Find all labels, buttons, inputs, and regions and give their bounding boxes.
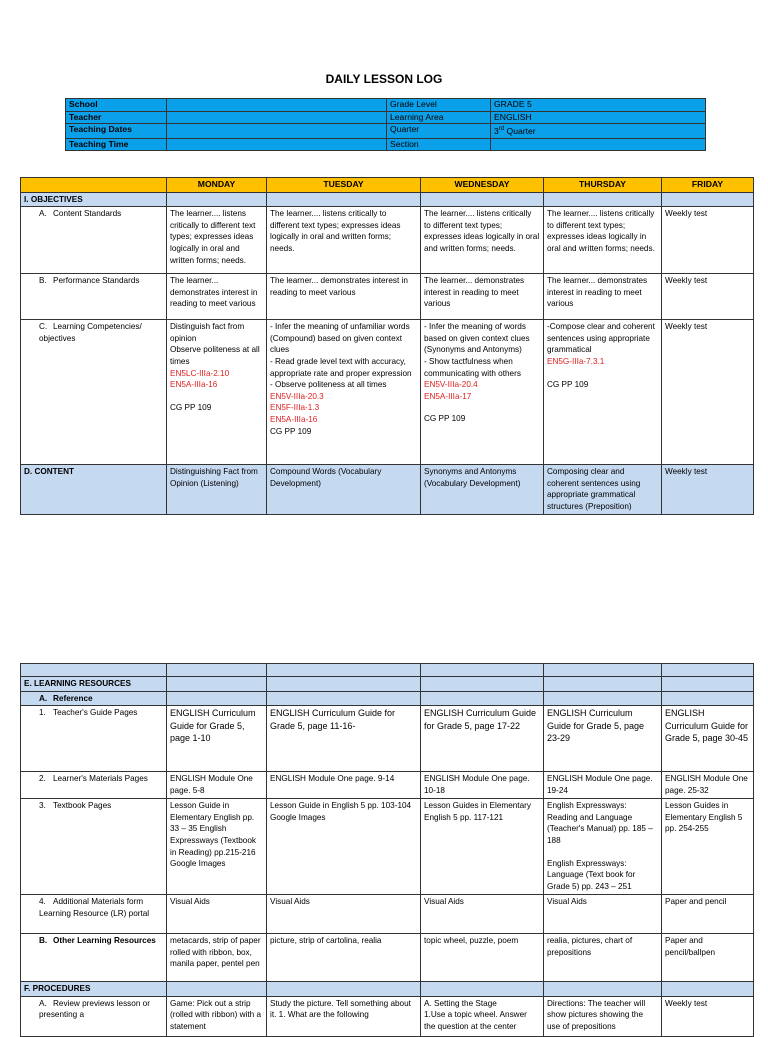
learners-materials-label: Learner's Materials Pages [53, 774, 148, 784]
cell-mon: The learner... demonstrates interest in reading to meet various [167, 274, 267, 320]
content-row [21, 465, 754, 514]
grade-value: GRADE 5 [491, 99, 706, 112]
header-info-table [65, 98, 706, 151]
competencies-label: Learning Competencies/ objectives [39, 322, 142, 343]
content-label: D. CONTENT [21, 465, 167, 514]
section-field[interactable] [491, 138, 706, 151]
day-thursday: THURSDAY [544, 178, 662, 193]
cell-tue: - Infer the meaning of unfamiliar words (Compound) based on given context clues - Read grade level text with accuracy, appropriate rate and proper expression - Observe politeness at all times EN5V-IIIa-20.3 EN5F-IIIa-1.3 EN5A-IIIa-16 CG PP 109 [267, 320, 421, 465]
day-header-row [21, 178, 754, 193]
cell-thu: ENGLISH Curriculum Guide for Grade 5, page 23-29 [544, 706, 662, 772]
review-label: Review previews lesson or presenting a [39, 998, 150, 1020]
resources-section-row [21, 677, 754, 692]
cell-fri: Weekly test [662, 996, 754, 1036]
cell-mon: ENGLISH Module One page. 5-8 [167, 772, 267, 799]
cell-wed: ENGLISH Module One page. 10-18 [421, 772, 544, 799]
cell-mon: Visual Aids [167, 895, 267, 934]
cell-thu: -Compose clear and coherent sentences using appropriate grammatical EN5G-IIIa-7.3.1 CG PP 109 [544, 320, 662, 465]
cell-mon: metacards, strip of paper rolled with ribbon, box, manila paper, pentel pen [167, 934, 267, 982]
cell-wed: The learner.... listens critically to different text types; expresses ideas logically in oral and written forms; needs. [421, 207, 544, 274]
cell-wed: topic wheel, puzzle, poem [421, 934, 544, 982]
cell-fri: Paper and pencil [662, 895, 754, 934]
quarter-value: 3rd Quarter [491, 124, 706, 138]
other-resources-row: B. Other Learning Resources metacards, strip of paper rolled with ribbon, box, manila paper, pentel pen picture, strip of cartolina, realia topic wheel, puzzle, poem realia, pictures, chart of prepositions Paper and pencil/ballpen [21, 934, 754, 982]
quarter-label: Quarter [387, 124, 491, 138]
reference-label: Reference [53, 693, 93, 703]
page-title: DAILY LESSON LOG [325, 72, 443, 86]
cell-fri: ENGLISH Module One page. 25-32 [662, 772, 754, 799]
content-standards-label: Content Standards [53, 209, 122, 219]
other-resources-label: Other Learning Resources [53, 936, 156, 946]
textbook-label: Textbook Pages [53, 801, 112, 811]
dates-field[interactable] [167, 124, 387, 138]
cell-thu: realia, pictures, chart of prepositions [544, 934, 662, 982]
cell-mon: Game: Pick out a strip (rolled with ribbon) with a statement [167, 996, 267, 1036]
competency-code: EN5F-IIIa-1.3 [270, 403, 320, 413]
competencies-row: C. Learning Competencies/ objectives Distinguish fact from opinion Observe politeness at all times EN5LC-IIIa-2.10 EN5A-IIIa-16 CG PP 109 - Infer the meaning of unfamiliar words (Compound) based on given context clues - Read grade level text with accuracy, appropriate rate and proper expression - Observe politeness at all times EN5V-IIIa-20.3 EN5F-IIIa-1.3 EN5A-IIIa-16 CG PP 109 - Infer the meaning of words based on given context clues (Synonyms and Antonyms) - Show tactfulness when communicating with others EN5V-IIIa-20.4 EN5A-IIIa-17 CG PP 109 -Compose clear and coherent sentences using appropriate grammatical EN5G-IIIa-7.3.1 CG PP 109 Weekly test [21, 320, 754, 465]
cell-thu: ENGLISH Module One page. 19-24 [544, 772, 662, 799]
school-field[interactable] [167, 99, 387, 112]
grade-label: Grade Level [387, 99, 491, 112]
cell-tue: The learner.... listens critically to different text types; expresses ideas logically in oral and written forms; needs. [267, 207, 421, 274]
blank-header-row [21, 664, 754, 677]
day-wednesday: WEDNESDAY [421, 178, 544, 193]
cell-wed: - Infer the meaning of words based on given context clues (Synonyms and Antonyms) - Show tactfulness when communicating with others EN5V-IIIa-20.4 EN5A-IIIa-17 CG PP 109 [421, 320, 544, 465]
competency-code: EN5A-IIIa-16 [270, 414, 318, 424]
cell-tue: picture, strip of cartolina, realia [267, 934, 421, 982]
cell-wed: The learner... demonstrates interest in reading to meet various [421, 274, 544, 320]
time-field[interactable] [167, 138, 387, 151]
cell-tue: Study the picture. Tell something about it. 1. What are the following [267, 996, 421, 1036]
cell-fri: Weekly test [662, 207, 754, 274]
performance-standards-row: B. Performance Standards The learner... demonstrates interest in reading to meet various The learner... demonstrates interest in reading to meet various The learner... demonstrates interest in reading to meet various The learner... demonstrates interest in reading to meet various Weekly test [21, 274, 754, 320]
dates-label: Teaching Dates [66, 124, 167, 138]
objectives-label: I. OBJECTIVES [21, 192, 167, 207]
cell-mon: Distinguish fact from opinion Observe politeness at all times EN5LC-IIIa-2.10 EN5A-IIIa-16 CG PP 109 [167, 320, 267, 465]
school-label: School [66, 99, 167, 112]
competency-code: EN5V-IIIa-20.3 [270, 391, 324, 401]
cell-mon: The learner.... listens critically to different text types; expresses ideas logically in oral and written forms; needs. [167, 207, 267, 274]
review-row: A. Review previews lesson or presenting a Game: Pick out a strip (rolled with ribbon) with a statement Study the picture. Tell something about it. 1. What are the following A. Setting the Stage 1.Use a topic wheel. Answer the question at the center Directions: The teacher will show pictures showing the use of prepositions Weekly test [21, 996, 754, 1036]
day-tuesday: TUESDAY [267, 178, 421, 193]
cell-thu: Visual Aids [544, 895, 662, 934]
day-friday: FRIDAY [662, 178, 754, 193]
competency-code: EN5A-IIIa-17 [424, 391, 472, 401]
competency-code: EN5LC-IIIa-2.10 [170, 368, 230, 378]
cell-fri: Weekly test [662, 320, 754, 465]
objectives-table [20, 177, 754, 515]
cell-tue: Compound Words (Vocabulary Development) [267, 465, 421, 514]
cell-mon: Lesson Guide in Elementary English pp. 33 – 35 English Expressways (Textbook in Reading) pp.215-216 Google Images [167, 799, 267, 895]
day-monday: MONDAY [167, 178, 267, 193]
cell-fri: Lesson Guides in Elementary English 5 pp. 254-255 [662, 799, 754, 895]
cell-wed: Lesson Guides in Elementary English 5 pp. 117-121 [421, 799, 544, 895]
cell-tue: The learner... demonstrates interest in reading to meet various [267, 274, 421, 320]
cell-wed: A. Setting the Stage 1.Use a topic wheel. Answer the question at the center [421, 996, 544, 1036]
content-standards-row: A. Content Standards The learner.... listens critically to different text types; expresses ideas logically in oral and written forms; needs. The learner.... listens critically to different text types; expresses ideas logically in oral and written forms; needs. The learner.... listens critically to different text types; expresses ideas logically in oral and written forms; needs. The learner.... listens critically to different text types; expresses ideas logically in oral and written forms; needs. Weekly test [21, 207, 754, 274]
cell-fri: Paper and pencil/ballpen [662, 934, 754, 982]
cell-tue: ENGLISH Curriculum Guide for Grade 5, page 11-16- [267, 706, 421, 772]
resources-table [20, 663, 754, 1037]
textbook-row: 3. Textbook Pages Lesson Guide in Elementary English pp. 33 – 35 English Expressways (Textbook in Reading) pp.215-216 Google Images Lesson Guide in English 5 pp. 103-104 Google Images Lesson Guides in Elementary English 5 pp. 117-121 English Expressways: Reading and Language (Teacher's Manual) pp. 185 – 188 English Expressways: Language (Text book for Grade 5) pp. 243 – 251 Lesson Guides in Elementary English 5 pp. 254-255 [21, 799, 754, 895]
area-value: ENGLISH [491, 111, 706, 124]
additional-materials-row: 4. Additional Materials form Learning Resource (LR) portal Visual Aids Visual Aids Visual Aids Visual Aids Paper and pencil [21, 895, 754, 934]
cell-thu: Composing clear and coherent sentences using appropriate grammatical structures (Preposition) [544, 465, 662, 514]
competency-code: EN5A-IIIa-16 [170, 380, 218, 390]
cell-fri: Weekly test [662, 465, 754, 514]
cell-thu: English Expressways: Reading and Language (Teacher's Manual) pp. 185 – 188 English Expressways: Language (Text book for Grade 5) pp. 243 – 251 [544, 799, 662, 895]
competency-code: EN5G-IIIa-7.3.1 [547, 356, 605, 366]
objectives-section-row [21, 192, 754, 207]
time-label: Teaching Time [66, 138, 167, 151]
competency-code: EN5V-IIIa-20.4 [424, 380, 478, 390]
cell-tue: Lesson Guide in English 5 pp. 103-104 Google Images [267, 799, 421, 895]
teacher-label: Teacher [66, 111, 167, 124]
additional-materials-label: Additional Materials form Learning Resource (LR) portal [39, 897, 150, 918]
procedures-section-row [21, 982, 754, 997]
cell-thu: Directions: The teacher will show pictures showing the use of prepositions [544, 996, 662, 1036]
procedures-label: F. PROCEDURES [21, 982, 167, 997]
cell-mon: Distinguishing Fact from Opinion (Listening) [167, 465, 267, 514]
cell-mon: ENGLISH Curriculum Guide for Grade 5, page 1-10 [167, 706, 267, 772]
cell-tue: ENGLISH Module One page. 9-14 [267, 772, 421, 799]
section-label: Section [387, 138, 491, 151]
cell-wed: Visual Aids [421, 895, 544, 934]
learners-materials-row: 2. Learner's Materials Pages ENGLISH Module One page. 5-8 ENGLISH Module One page. 9-14 ENGLISH Module One page. 10-18 ENGLISH Module One page. 19-24 ENGLISH Module One page. 25-32 [21, 772, 754, 799]
cell-fri: ENGLISH Curriculum Guide for Grade 5, page 30-45 [662, 706, 754, 772]
cell-wed: ENGLISH Curriculum Guide for Grade 5, page 17-22 [421, 706, 544, 772]
teachers-guide-label: Teacher's Guide Pages [53, 708, 138, 718]
teachers-guide-row: 1. Teacher's Guide Pages ENGLISH Curriculum Guide for Grade 5, page 1-10 ENGLISH Curriculum Guide for Grade 5, page 11-16- ENGLISH Curriculum Guide for Grade 5, page 17-22 ENGLISH Curriculum Guide for Grade 5, page 23-29 ENGLISH Curriculum Guide for Grade 5, page 30-45 [21, 706, 754, 772]
cell-thu: The learner... demonstrates interest in reading to meet various [544, 274, 662, 320]
cell-tue: Visual Aids [267, 895, 421, 934]
teacher-field[interactable] [167, 111, 387, 124]
performance-standards-label: Performance Standards [53, 276, 140, 286]
cell-wed: Synonyms and Antonyms (Vocabulary Development) [421, 465, 544, 514]
resources-label: E. LEARNING RESOURCES [21, 677, 167, 692]
cell-thu: The learner.... listens critically to different text types; expresses ideas logically in oral and written forms; needs. [544, 207, 662, 274]
cell-fri: Weekly test [662, 274, 754, 320]
area-label: Learning Area [387, 111, 491, 124]
reference-row: A. Reference [21, 691, 754, 706]
